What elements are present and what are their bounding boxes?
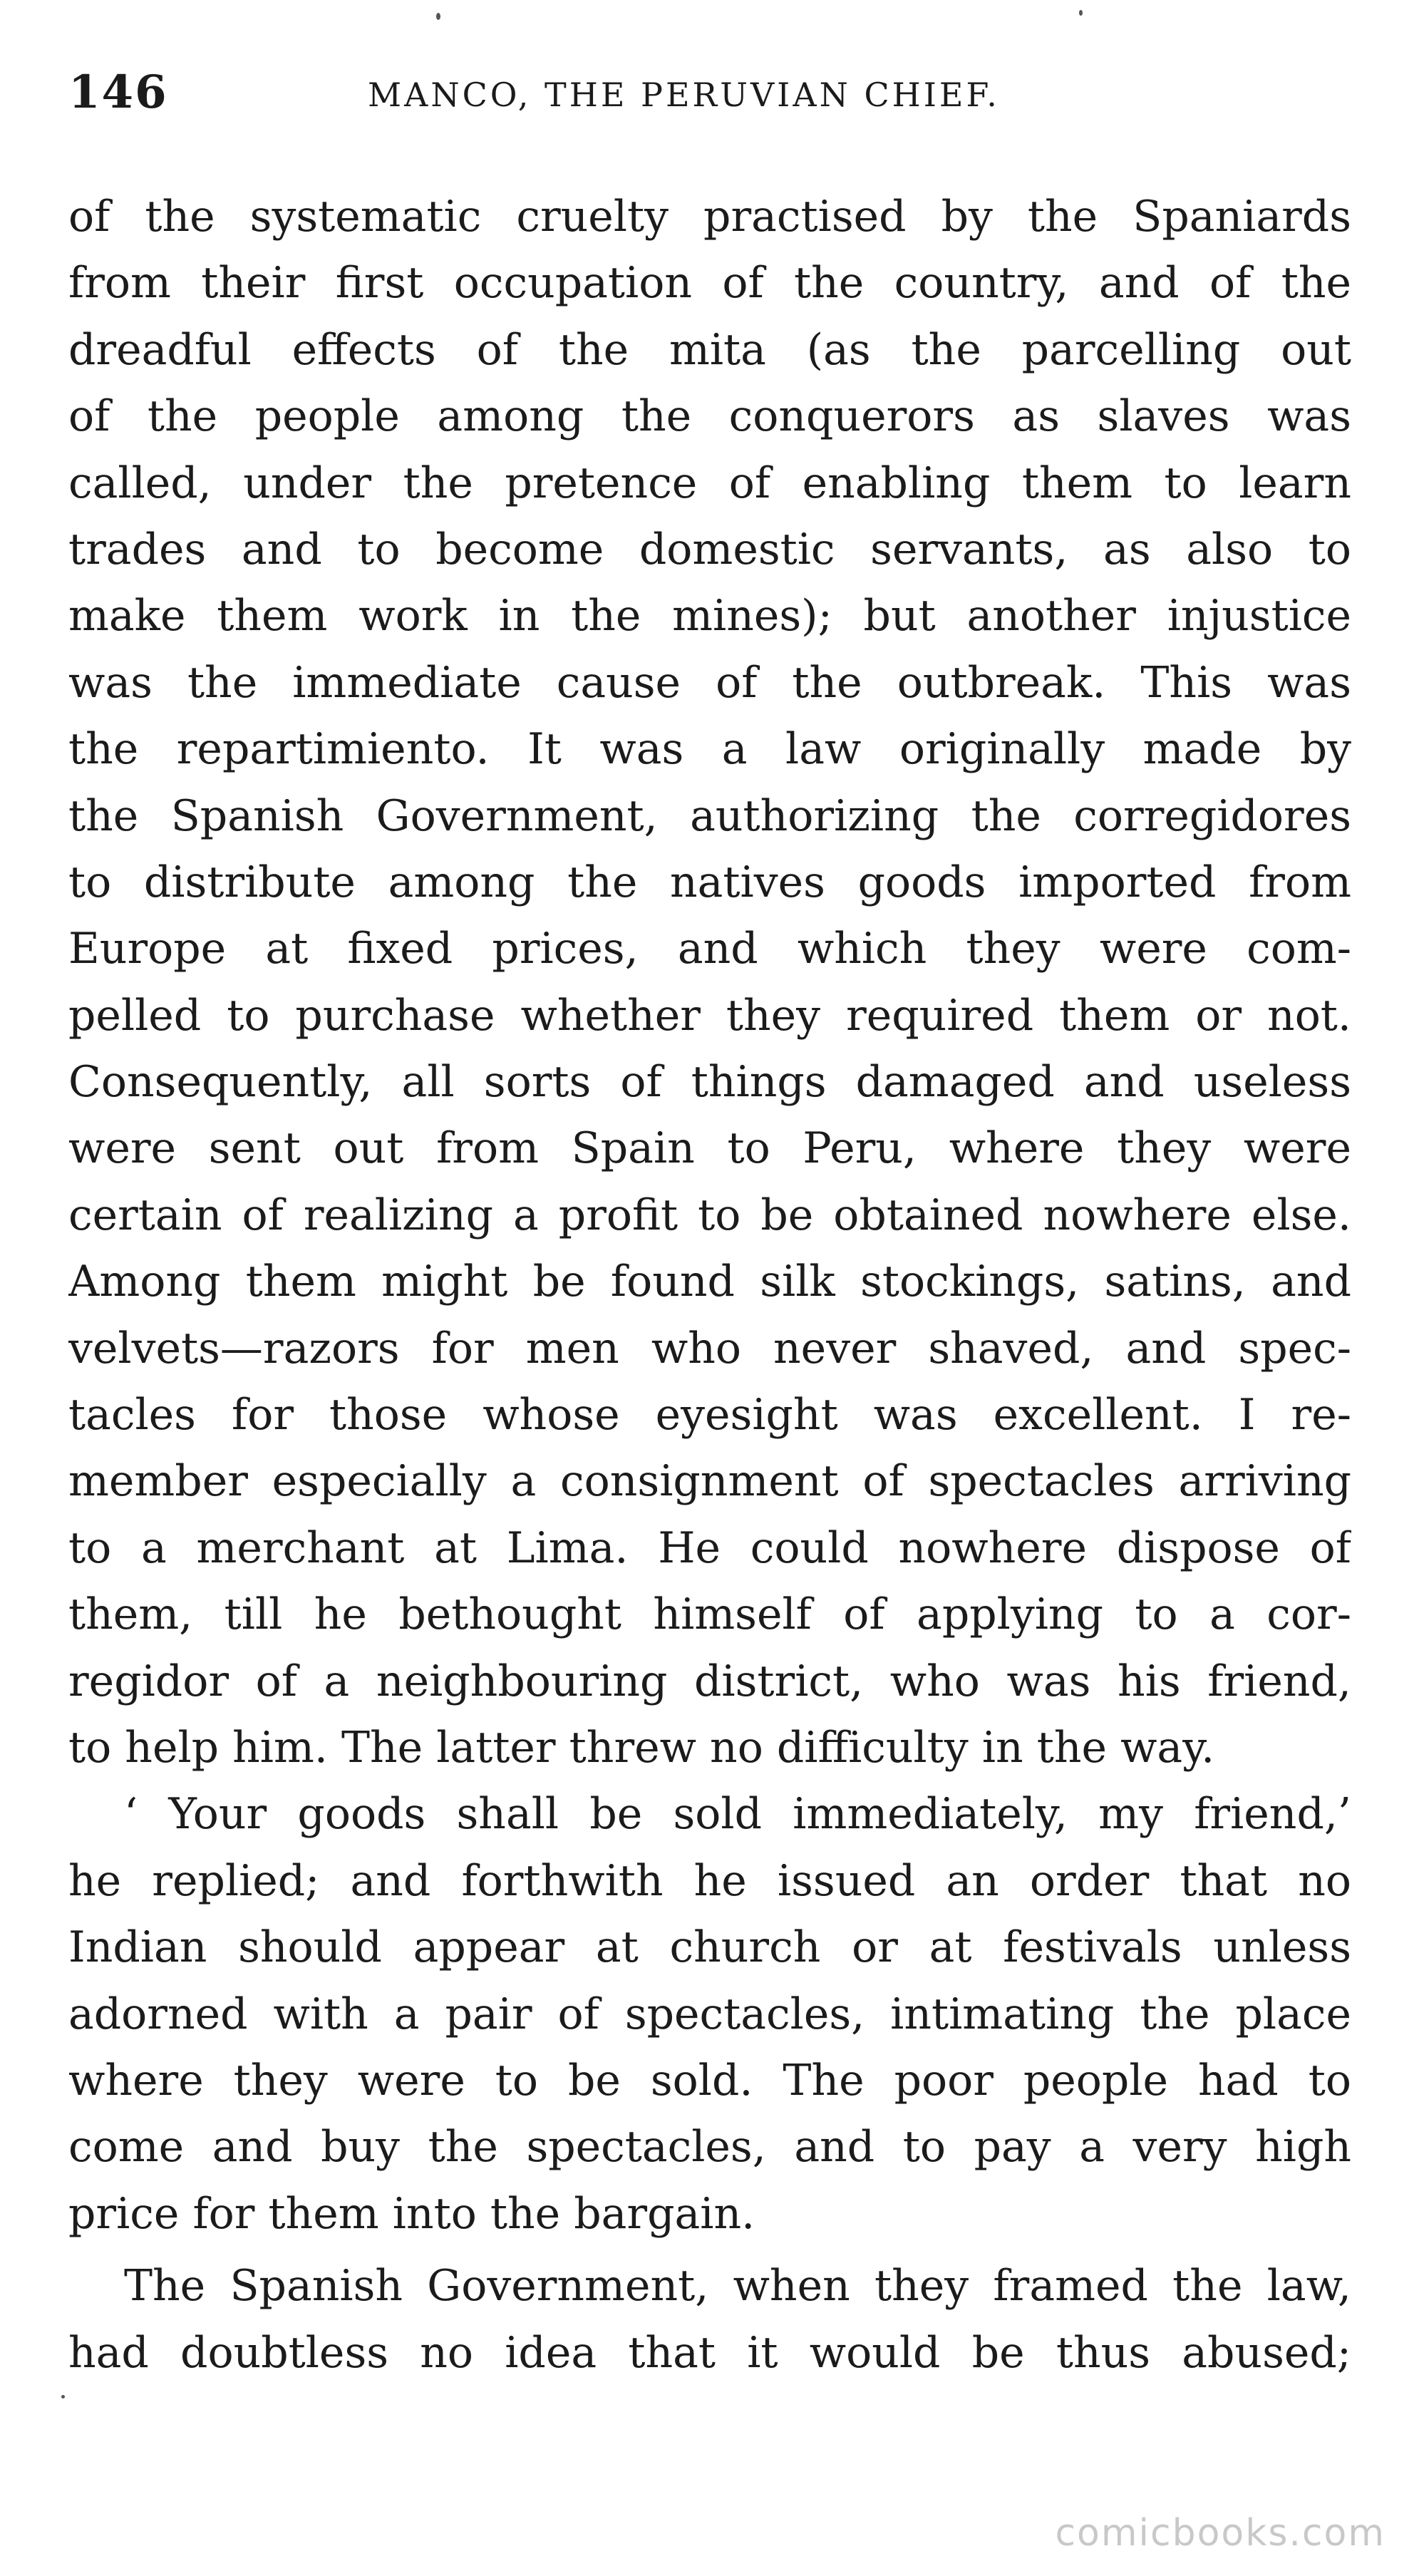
watermark: comicbooks.com (1055, 2512, 1385, 2555)
running-title: MANCO, THE PERUVIAN CHIEF. (368, 76, 1000, 114)
text-line: Europe at fixed prices, and which they were com- (68, 924, 1351, 974)
text-line: to help him. The latter threw no difficulty in the way. (68, 1722, 1215, 1773)
text-line: he replied; and forthwith he issued an order that no (68, 1855, 1351, 1906)
running-header (68, 66, 1351, 130)
text-line: Consequently, all sorts of things damaged and useless (68, 1057, 1351, 1108)
text-line: Among them might be found silk stockings, satins, and (68, 1257, 1351, 1307)
page-number: 146 (68, 66, 168, 119)
text-line: price for them into the bargain. (68, 2188, 755, 2239)
text-line: pelled to purchase whether they required them or not. (68, 990, 1351, 1041)
text-line: The Spanish Government, when they framed the law, (124, 2261, 1351, 2312)
text-line: where they were to be sold. The poor people had to (68, 2055, 1351, 2106)
text-line: was the immediate cause of the outbreak. This was (68, 657, 1351, 708)
text-line: regidor of a neighbouring district, who was his friend, (68, 1656, 1351, 1706)
text-line: dreadful effects of the mita (as the parcelling out (68, 324, 1351, 375)
text-line: them, till he bethought himself of applying to a cor- (68, 1590, 1351, 1640)
text-line: make them work in the mines); but another injustice (68, 591, 1351, 642)
text-line: from their first occupation of the country, and of the (68, 258, 1351, 309)
text-line: come and buy the spectacles, and to pay a very high (68, 2122, 1351, 2173)
body-text (68, 184, 1351, 2386)
text-line: tacles for those whose eyesight was excellent. I re- (68, 1390, 1351, 1441)
text-line: adorned with a pair of spectacles, intimating the place (68, 1989, 1351, 2039)
text-line: of the systematic cruelty practised by the Spaniards (68, 192, 1351, 242)
text-line: trades and to become domestic servants, as also to (68, 524, 1351, 575)
text-line: member especially a consignment of spectacles arriving (68, 1456, 1351, 1507)
text-line: had doubtless no idea that it would be thus abused; (68, 2327, 1351, 2378)
text-line: of the people among the conquerors as slaves was (68, 391, 1351, 442)
print-speck (1079, 10, 1083, 16)
text-line: were sent out from Spain to Peru, where they were (68, 1123, 1351, 1174)
text-line: ‘ Your goods shall be sold immediately, my friend,’ (124, 1789, 1351, 1840)
text-line: the repartimiento. It was a law originally made by (68, 724, 1351, 775)
text-line: velvets—razors for men who never shaved, and spec- (68, 1323, 1351, 1374)
text-line: to distribute among the natives goods imported from (68, 857, 1351, 907)
print-speck (61, 2395, 65, 2399)
text-line: to a merchant at Lima. He could nowhere dispose of (68, 1523, 1351, 1573)
text-line: Indian should appear at church or at festivals unless (68, 1922, 1351, 1973)
text-line: certain of realizing a profit to be obtained nowhere else. (68, 1190, 1351, 1240)
text-line: called, under the pretence of enabling them to learn (68, 458, 1351, 508)
print-speck (436, 13, 440, 20)
text-line: the Spanish Government, authorizing the corregidores (68, 790, 1351, 841)
